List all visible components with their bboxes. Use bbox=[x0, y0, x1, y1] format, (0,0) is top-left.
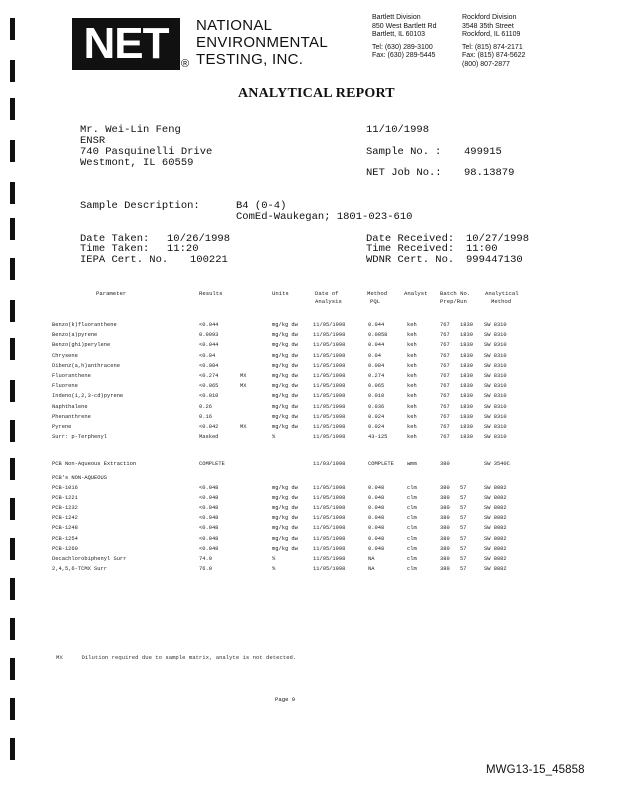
col-header-date2: Analysis bbox=[315, 298, 342, 305]
registered-mark: ® bbox=[181, 58, 190, 70]
row-prep: 767 bbox=[440, 352, 450, 359]
row-run: 1830 bbox=[460, 342, 473, 349]
address-line: Fax: (815) 874-5622 bbox=[462, 52, 526, 59]
iepa-label: IEPA Cert. No. bbox=[80, 254, 169, 266]
binding-mark bbox=[10, 18, 15, 40]
sample-no-colon: : bbox=[435, 146, 442, 158]
address-line: 3548 35th Street bbox=[462, 22, 514, 30]
row-analyst: clm bbox=[407, 495, 417, 502]
row-result: <0.044 bbox=[199, 322, 219, 328]
client-org: ENSR bbox=[80, 135, 106, 147]
row-parameter: PCB Non-Aqueous Extraction bbox=[52, 461, 137, 467]
row-date: 11/05/1998 bbox=[313, 373, 346, 379]
row-method: SW 8082 bbox=[484, 505, 507, 512]
row-pql: 0.274 bbox=[368, 373, 385, 379]
row-parameter: Phenanthrene bbox=[52, 413, 91, 420]
row-pql: 0.044 bbox=[368, 322, 385, 328]
row-pql: 0.010 bbox=[368, 393, 385, 400]
row-method: SW 8082 bbox=[484, 525, 507, 532]
binding-mark bbox=[10, 258, 15, 280]
row-prep: 380 bbox=[440, 505, 450, 512]
col-header-method-b: Method bbox=[491, 298, 512, 305]
row-analyst: keh bbox=[407, 434, 417, 441]
client-city: Westmont, IL 60559 bbox=[80, 157, 194, 169]
row-parameter: Benzo(k)fluoranthene bbox=[52, 322, 117, 328]
row-run: 57 bbox=[460, 535, 467, 542]
row-date: 11/05/1998 bbox=[313, 565, 346, 572]
col-header-batch2: Prep/Run bbox=[440, 298, 467, 305]
col-header-results: Results bbox=[199, 290, 223, 297]
row-parameter: PCB's NON-AQUEOUS bbox=[52, 475, 107, 481]
row-method: SW 3540C bbox=[484, 461, 510, 467]
row-result: <0.048 bbox=[199, 495, 219, 502]
row-parameter: PCB-1260 bbox=[52, 545, 78, 552]
row-run: 1830 bbox=[460, 413, 473, 420]
binding-mark bbox=[10, 300, 15, 322]
row-units: % bbox=[272, 565, 276, 572]
row-run: 1830 bbox=[460, 434, 473, 441]
client-street: 740 Pasquinelli Drive bbox=[80, 146, 213, 158]
client-name: Mr. Wei-Lin Feng bbox=[80, 124, 181, 136]
row-pql: 0.036 bbox=[368, 403, 385, 410]
row-result: <0.048 bbox=[199, 485, 219, 491]
row-pql: 0.024 bbox=[368, 424, 385, 430]
row-run: 1830 bbox=[460, 393, 473, 400]
job-no-label: NET Job No.: bbox=[366, 167, 442, 179]
row-result: <0.04 bbox=[199, 352, 216, 359]
row-parameter: Fluoranthene bbox=[52, 373, 91, 379]
row-run: 57 bbox=[460, 515, 467, 522]
row-date: 11/05/1998 bbox=[313, 525, 346, 532]
row-units: mg/kg dw bbox=[272, 505, 298, 512]
iepa-value: 100221 bbox=[190, 254, 228, 266]
address-line: Tel: (815) 874-2171 bbox=[462, 43, 523, 51]
row-run: 1830 bbox=[460, 403, 473, 410]
binding-mark bbox=[10, 98, 15, 120]
address-line: Bartlett Division bbox=[372, 14, 421, 21]
row-result: 76.0 bbox=[199, 565, 212, 572]
row-method: SW 8082 bbox=[484, 535, 507, 542]
bartlett-address bbox=[372, 14, 436, 61]
binding-mark bbox=[10, 380, 15, 402]
row-pql: NA bbox=[368, 555, 375, 562]
row-method: SW 8310 bbox=[484, 322, 507, 328]
row-method: SW 8082 bbox=[484, 555, 507, 562]
page-number: Page 9 bbox=[275, 696, 296, 703]
row-pql: 0.048 bbox=[368, 505, 385, 512]
row-pql: 43-125 bbox=[368, 434, 388, 441]
row-analyst: wmm bbox=[407, 461, 417, 467]
wdnr-label: WDNR Cert. No. bbox=[366, 254, 455, 266]
row-method: SW 8310 bbox=[484, 424, 507, 430]
row-analyst: clm bbox=[407, 535, 417, 542]
sample-desc-value: B4 (0-4) bbox=[236, 200, 287, 212]
row-flag: MX bbox=[240, 424, 247, 430]
row-prep: 767 bbox=[440, 403, 450, 410]
row-parameter: PCB-1248 bbox=[52, 525, 78, 532]
binding-mark bbox=[10, 182, 15, 204]
row-analyst: keh bbox=[407, 424, 417, 430]
row-pql: COMPLETE bbox=[368, 461, 394, 467]
row-units: mg/kg dw bbox=[272, 362, 298, 369]
row-method: SW 8082 bbox=[484, 515, 507, 522]
row-parameter: Chrysene bbox=[52, 352, 78, 359]
row-prep: 380 bbox=[440, 545, 450, 552]
row-units: mg/kg dw bbox=[272, 495, 298, 502]
row-units: mg/kg dw bbox=[272, 424, 298, 430]
row-flag: MX bbox=[240, 383, 247, 390]
row-result: <0.048 bbox=[199, 535, 219, 542]
row-run: 1830 bbox=[460, 383, 473, 390]
company-name-line3: TESTING, INC. bbox=[196, 51, 304, 68]
row-date: 11/05/1998 bbox=[313, 332, 346, 339]
row-date: 11/05/1998 bbox=[313, 535, 346, 542]
row-date: 11/05/1998 bbox=[313, 383, 346, 390]
row-method: SW 8310 bbox=[484, 373, 507, 379]
row-pql: 0.065 bbox=[368, 383, 385, 390]
row-parameter: PCB-1232 bbox=[52, 505, 78, 512]
row-run: 1830 bbox=[460, 352, 473, 359]
row-units: mg/kg dw bbox=[272, 403, 298, 410]
row-result: COMPLETE bbox=[199, 461, 225, 467]
row-parameter: Pyrene bbox=[52, 424, 72, 430]
binding-mark bbox=[10, 458, 15, 480]
row-prep: 767 bbox=[440, 413, 450, 420]
row-result: <0.010 bbox=[199, 393, 219, 400]
row-run: 1830 bbox=[460, 332, 473, 339]
row-method: SW 8310 bbox=[484, 362, 507, 369]
row-analyst: clm bbox=[407, 525, 417, 532]
row-pql: 0.04 bbox=[368, 352, 381, 359]
row-prep: 380 bbox=[440, 461, 450, 467]
row-parameter: Naphthalene bbox=[52, 403, 88, 410]
row-run: 57 bbox=[460, 525, 467, 532]
row-result: <0.048 bbox=[199, 505, 219, 512]
row-pql: 0.044 bbox=[368, 342, 385, 349]
row-parameter: Decachlorobiphenyl Surr bbox=[52, 555, 127, 562]
row-result: <0.065 bbox=[199, 383, 219, 390]
row-run: 57 bbox=[460, 565, 467, 572]
sample-desc-value2: ComEd-Waukegan; 1801-023-610 bbox=[236, 211, 413, 223]
row-prep: 767 bbox=[440, 362, 450, 369]
row-pql: 0.048 bbox=[368, 495, 385, 502]
row-run: 1830 bbox=[460, 362, 473, 369]
row-pql: 0.048 bbox=[368, 515, 385, 522]
row-analyst: keh bbox=[407, 332, 417, 339]
row-parameter: Surr: p-Terphenyl bbox=[52, 434, 107, 441]
date-taken-label: Date Taken: bbox=[80, 233, 150, 245]
row-prep: 380 bbox=[440, 495, 450, 502]
row-result: <0.084 bbox=[199, 362, 219, 369]
binding-mark bbox=[10, 658, 15, 680]
address-line: Bartlett, IL 60103 bbox=[372, 31, 426, 38]
binding-mark bbox=[10, 60, 15, 82]
row-prep: 767 bbox=[440, 434, 450, 441]
row-date: 11/05/1998 bbox=[313, 352, 346, 359]
row-analyst: keh bbox=[407, 413, 417, 420]
row-prep: 767 bbox=[440, 342, 450, 349]
row-prep: 380 bbox=[440, 565, 450, 572]
row-result: 0.16 bbox=[199, 413, 212, 420]
row-date: 11/05/1998 bbox=[313, 434, 346, 441]
col-header-batch1: Batch No. bbox=[440, 290, 471, 297]
row-units: mg/kg dw bbox=[272, 515, 298, 522]
row-analyst: keh bbox=[407, 383, 417, 390]
row-result: <0.048 bbox=[199, 525, 219, 532]
row-prep: 767 bbox=[440, 424, 450, 430]
date-received: 10/27/1998 bbox=[466, 233, 530, 245]
address-line: 850 West Bartlett Rd bbox=[372, 22, 437, 30]
row-units: % bbox=[272, 434, 276, 441]
row-analyst: clm bbox=[407, 555, 417, 562]
row-units: % bbox=[272, 555, 276, 562]
row-units: mg/kg dw bbox=[272, 485, 298, 491]
rockford-address bbox=[462, 14, 525, 69]
binding-mark bbox=[10, 498, 15, 520]
row-parameter: PCB-1016 bbox=[52, 485, 78, 491]
binding-mark bbox=[10, 578, 15, 600]
row-prep: 767 bbox=[440, 332, 450, 339]
row-parameter: PCB-1242 bbox=[52, 515, 78, 522]
date-taken: 10/26/1998 bbox=[167, 233, 231, 245]
time-taken-label: Time Taken: bbox=[80, 243, 150, 255]
row-date: 11/05/1998 bbox=[313, 555, 346, 562]
row-date: 11/05/1998 bbox=[313, 424, 346, 430]
binding-mark bbox=[10, 618, 15, 640]
address-line: Fax: (630) 289-5445 bbox=[372, 52, 436, 59]
row-units: mg/kg dw bbox=[272, 393, 298, 400]
row-prep: 767 bbox=[440, 322, 450, 328]
row-analyst: keh bbox=[407, 373, 417, 379]
row-method: SW 8310 bbox=[484, 352, 507, 359]
date-received-label: Date Received: bbox=[366, 233, 455, 245]
row-date: 11/05/1998 bbox=[313, 505, 346, 512]
time-received-label: Time Received: bbox=[366, 243, 455, 255]
row-analyst: keh bbox=[407, 403, 417, 410]
row-units: mg/kg dw bbox=[272, 383, 298, 390]
row-analyst: clm bbox=[407, 565, 417, 572]
binding-mark bbox=[10, 140, 15, 162]
binding-mark bbox=[10, 538, 15, 560]
row-method: SW 8310 bbox=[484, 342, 507, 349]
row-pql: 0.084 bbox=[368, 362, 385, 369]
row-date: 11/03/1998 bbox=[313, 461, 346, 467]
row-units: mg/kg dw bbox=[272, 535, 298, 542]
row-units: mg/kg dw bbox=[272, 322, 298, 328]
row-run: 57 bbox=[460, 545, 467, 552]
row-pql: 0.048 bbox=[368, 485, 385, 491]
col-header-method1: Method bbox=[367, 290, 388, 297]
row-prep: 380 bbox=[440, 555, 450, 562]
row-prep: 767 bbox=[440, 393, 450, 400]
address-line: (800) 807-2877 bbox=[462, 60, 510, 68]
row-flag: MX bbox=[240, 373, 247, 379]
row-result: <0.042 bbox=[199, 424, 219, 430]
row-method: SW 8310 bbox=[484, 383, 507, 390]
row-pql: 0.048 bbox=[368, 545, 385, 552]
row-result: 0.0093 bbox=[199, 332, 219, 339]
row-parameter: Indeno(1,2,3-cd)pyrene bbox=[52, 393, 124, 400]
row-units: mg/kg dw bbox=[272, 413, 298, 420]
report-date: 11/10/1998 bbox=[366, 124, 430, 136]
row-analyst: clm bbox=[407, 515, 417, 522]
row-date: 11/05/1998 bbox=[313, 545, 346, 552]
row-run: 57 bbox=[460, 555, 467, 562]
col-header-method2: PQL bbox=[370, 298, 381, 305]
row-run: 57 bbox=[460, 495, 467, 502]
row-pql: 0.048 bbox=[368, 525, 385, 532]
row-parameter: 2,4,5,6-TCMX Surr bbox=[52, 565, 107, 572]
row-parameter: Benzo(ghi)perylene bbox=[52, 342, 111, 349]
row-date: 11/05/1998 bbox=[313, 393, 346, 400]
row-prep: 380 bbox=[440, 525, 450, 532]
col-header-date1: Date of bbox=[315, 290, 339, 297]
company-name-line1: NATIONAL bbox=[196, 17, 273, 34]
row-prep: 380 bbox=[440, 515, 450, 522]
row-method: SW 8082 bbox=[484, 545, 507, 552]
row-result: <0.274 bbox=[199, 373, 219, 379]
row-result: 0.26 bbox=[199, 403, 212, 410]
row-pql: 0.0058 bbox=[368, 332, 388, 339]
binding-mark bbox=[10, 420, 15, 442]
col-header-units: Units bbox=[272, 290, 289, 297]
address-line: Tel: (630) 289-3100 bbox=[372, 43, 433, 51]
sample-no-label: Sample No. bbox=[366, 146, 430, 158]
col-header-analyst: Analyst bbox=[404, 290, 428, 297]
row-run: 57 bbox=[460, 485, 467, 491]
row-units: mg/kg dw bbox=[272, 332, 298, 339]
row-date: 11/05/1998 bbox=[313, 403, 346, 410]
row-date: 11/05/1998 bbox=[313, 342, 346, 349]
row-parameter: PCB-1221 bbox=[52, 495, 78, 502]
row-date: 11/05/1998 bbox=[313, 515, 346, 522]
row-analyst: keh bbox=[407, 362, 417, 369]
footnote bbox=[56, 654, 296, 661]
row-pql: 0.024 bbox=[368, 413, 385, 420]
row-analyst: keh bbox=[407, 393, 417, 400]
row-analyst: clm bbox=[407, 485, 417, 491]
row-analyst: keh bbox=[407, 322, 417, 328]
row-prep: 380 bbox=[440, 535, 450, 542]
row-run: 1830 bbox=[460, 322, 473, 328]
row-run: 1830 bbox=[460, 373, 473, 379]
row-method: SW 8310 bbox=[484, 413, 507, 420]
row-analyst: keh bbox=[407, 352, 417, 359]
row-analyst: clm bbox=[407, 505, 417, 512]
col-header-method-a: Analytical bbox=[485, 290, 519, 297]
binding-mark bbox=[10, 338, 15, 360]
row-date: 11/05/1998 bbox=[313, 413, 346, 420]
row-analyst: clm bbox=[407, 545, 417, 552]
row-units: mg/kg dw bbox=[272, 352, 298, 359]
row-prep: 380 bbox=[440, 485, 450, 491]
report-title: ANALYTICAL REPORT bbox=[238, 86, 395, 101]
col-header-parameter: Parameter bbox=[96, 290, 127, 297]
row-date: 11/05/1998 bbox=[313, 322, 346, 328]
row-analyst: keh bbox=[407, 342, 417, 349]
sample-no: 499915 bbox=[464, 146, 502, 158]
address-line: Rockford Division bbox=[462, 14, 517, 21]
row-parameter: PCB-1254 bbox=[52, 535, 78, 542]
row-parameter: Fluorene bbox=[52, 383, 78, 390]
row-pql: NA bbox=[368, 565, 375, 572]
row-method: SW 8310 bbox=[484, 434, 507, 441]
row-result: 74.0 bbox=[199, 555, 212, 562]
row-date: 11/05/1998 bbox=[313, 495, 346, 502]
row-run: 1830 bbox=[460, 424, 473, 430]
time-received: 11:00 bbox=[466, 243, 498, 255]
sample-desc-label: Sample Description: bbox=[80, 200, 200, 212]
footnote-code: MX bbox=[56, 654, 63, 661]
binding-mark bbox=[10, 738, 15, 760]
net-logo: NET bbox=[72, 18, 180, 70]
company-name-line2: ENVIRONMENTAL bbox=[196, 34, 328, 51]
row-run: 57 bbox=[460, 505, 467, 512]
footnote-text: Dilution required due to sample matrix, analyte is not detected. bbox=[81, 654, 297, 661]
job-no: 98.13879 bbox=[464, 167, 515, 179]
row-parameter: Benzo(a)pyrene bbox=[52, 332, 98, 339]
row-units: mg/kg dw bbox=[272, 525, 298, 532]
binding-mark bbox=[10, 218, 15, 240]
row-units: mg/kg dw bbox=[272, 342, 298, 349]
row-result: Masked bbox=[199, 434, 219, 441]
row-pql: 0.048 bbox=[368, 535, 385, 542]
address-line: Rockford, IL 61109 bbox=[462, 31, 521, 38]
row-units: mg/kg dw bbox=[272, 373, 298, 379]
row-date: 11/05/1998 bbox=[313, 362, 346, 369]
row-method: SW 8310 bbox=[484, 332, 507, 339]
row-method: SW 8082 bbox=[484, 495, 507, 502]
binding-mark bbox=[10, 698, 15, 720]
row-result: <0.048 bbox=[199, 545, 219, 552]
row-method: SW 8082 bbox=[484, 565, 507, 572]
row-prep: 767 bbox=[440, 383, 450, 390]
row-prep: 767 bbox=[440, 373, 450, 379]
row-method: SW 8310 bbox=[484, 393, 507, 400]
wdnr-value: 999447130 bbox=[466, 254, 523, 266]
row-result: <0.044 bbox=[199, 342, 219, 349]
row-date: 11/05/1998 bbox=[313, 485, 346, 491]
row-method: SW 8082 bbox=[484, 485, 507, 491]
row-parameter: Dibenz(a,h)anthracene bbox=[52, 362, 120, 369]
row-units: mg/kg dw bbox=[272, 545, 298, 552]
document-id: MWG13-15_45858 bbox=[486, 764, 585, 776]
time-taken: 11:20 bbox=[167, 243, 199, 255]
row-method: SW 8310 bbox=[484, 403, 507, 410]
row-result: <0.048 bbox=[199, 515, 219, 522]
